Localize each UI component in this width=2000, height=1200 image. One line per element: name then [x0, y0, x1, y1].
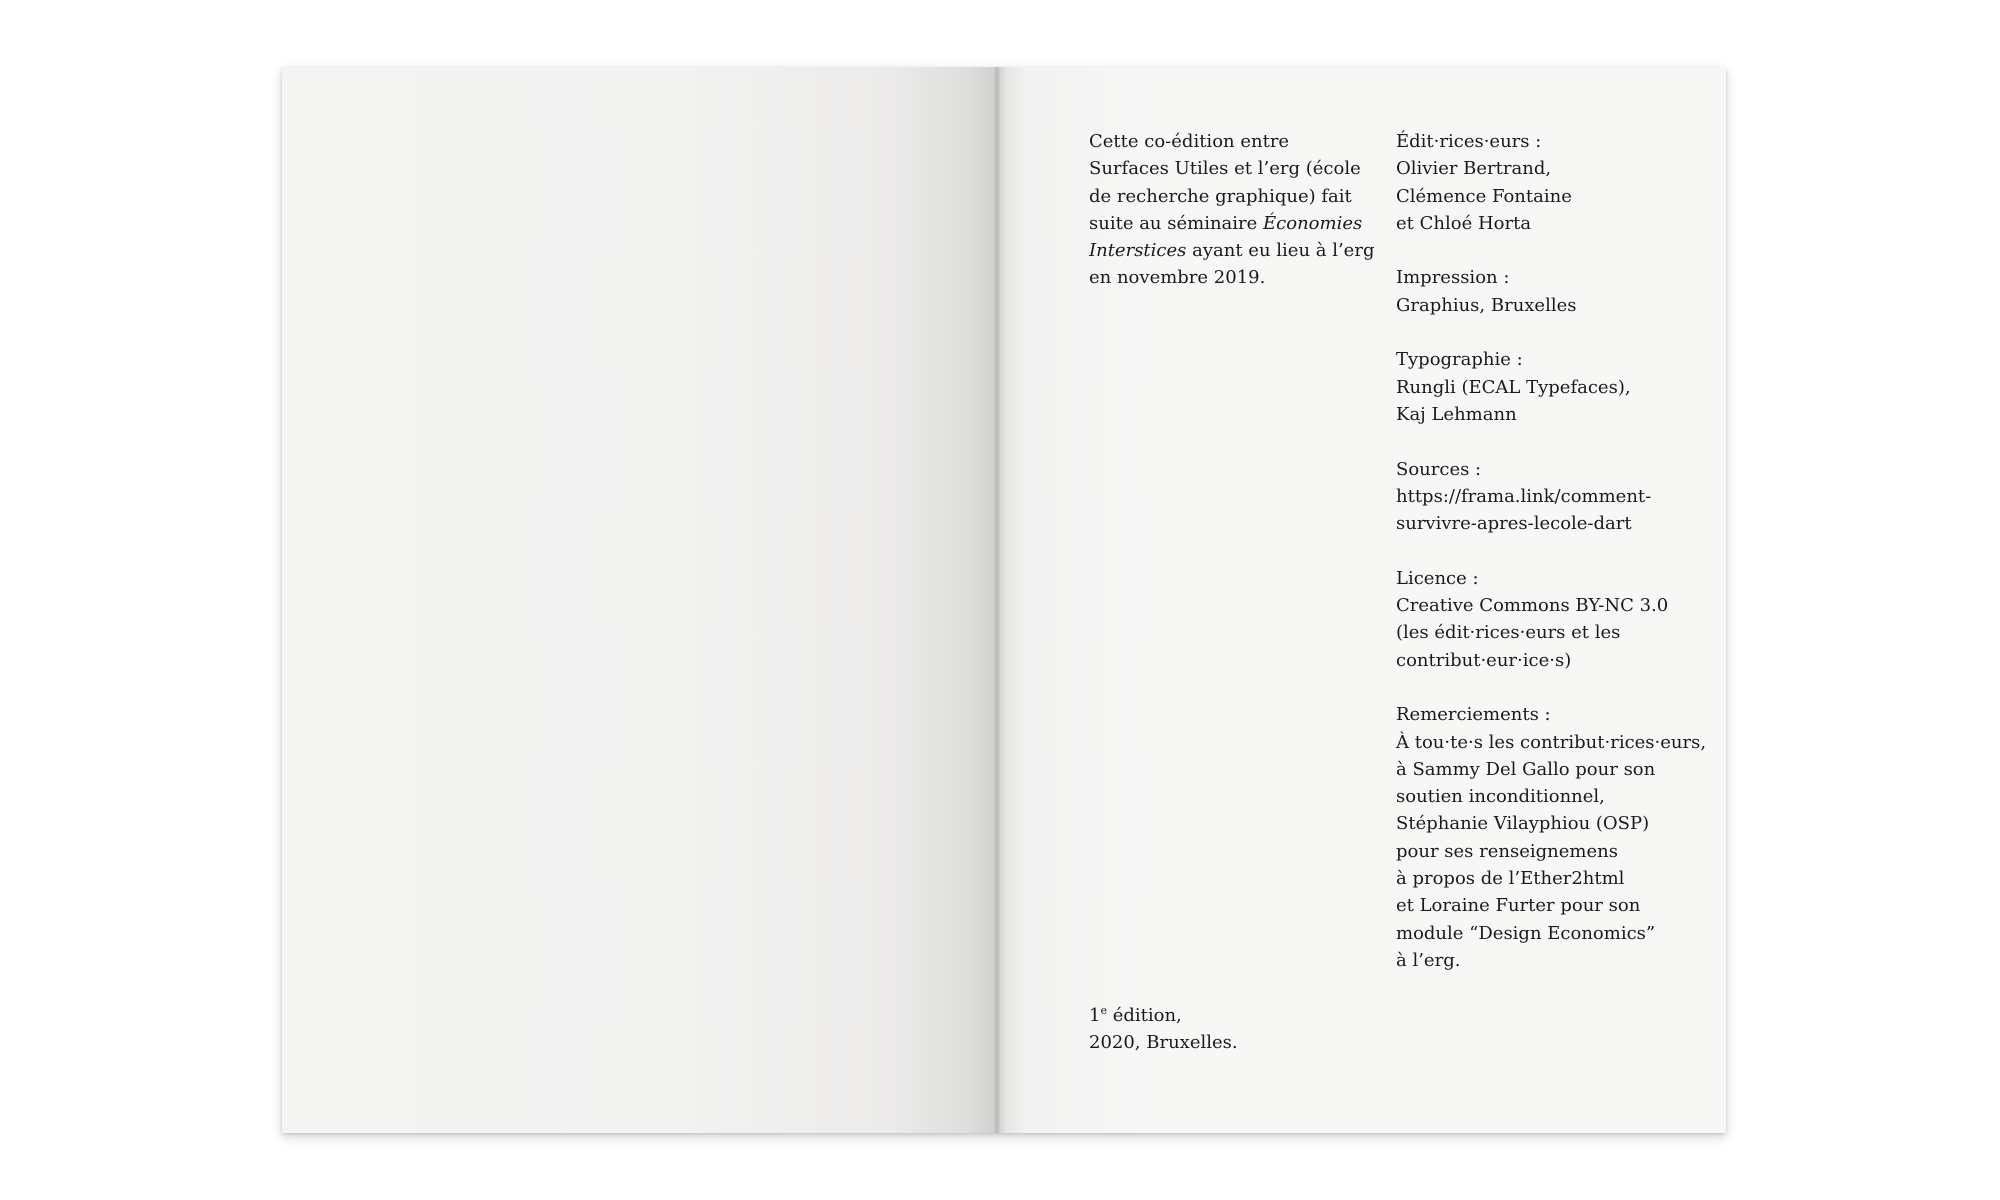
- edition-text: édition,: [1106, 1005, 1182, 1026]
- credit-line: à propos de l’Ether2html: [1396, 868, 1625, 890]
- credit-label: Impression :: [1396, 267, 1510, 289]
- credit-line: À tou·te·s les contribut·rices·eurs,: [1396, 731, 1707, 753]
- intro-line: de recherche graphique) fait: [1089, 185, 1352, 207]
- credit-label: Typographie :: [1396, 349, 1523, 371]
- credit-block: [1396, 456, 1726, 538]
- credit-block: [1396, 264, 1726, 319]
- credit-label: Licence :: [1396, 567, 1479, 589]
- credit-line: survivre-apres-lecole-dart: [1396, 513, 1632, 535]
- credit-line: à Sammy Del Gallo pour son: [1396, 758, 1656, 780]
- credit-line: contribut·eur·ice·s): [1396, 649, 1572, 671]
- credit-line: https://frama.link/comment-: [1396, 485, 1652, 507]
- edition-superscript: e: [1100, 1004, 1107, 1017]
- credit-line: Kaj Lehmann: [1396, 403, 1517, 425]
- intro-text: ayant eu lieu à l’erg: [1186, 240, 1375, 262]
- credit-line: pour ses renseignemens: [1396, 840, 1618, 862]
- credit-block: [1396, 701, 1726, 974]
- credit-block: [1396, 565, 1726, 674]
- book-gutter: [993, 67, 1001, 1133]
- credit-line: Olivier Bertrand,: [1396, 158, 1552, 180]
- intro-line: en novembre 2019.: [1089, 267, 1266, 289]
- credit-line: (les édit·rices·eurs et les: [1396, 622, 1621, 644]
- credit-label: Remerciements :: [1396, 704, 1551, 726]
- seminar-title-part-2: Interstices: [1089, 240, 1187, 262]
- seminar-title-part-1: Économies: [1263, 212, 1363, 234]
- left-page-blank: [282, 67, 997, 1133]
- credit-line: Creative Commons BY-NC 3.0: [1396, 595, 1669, 617]
- credit-line: à l’erg.: [1396, 949, 1461, 971]
- intro-line: Surfaces Utiles et l’erg (école: [1089, 158, 1361, 180]
- intro-line: [1089, 237, 1389, 264]
- credit-line: et Loraine Furter pour son: [1396, 895, 1641, 917]
- colophon-credits: [1396, 128, 1726, 1002]
- edition-place-year: 2020, Bruxelles.: [1089, 1032, 1238, 1054]
- colophon-intro-paragraph: [1089, 128, 1389, 292]
- credit-block: [1396, 346, 1726, 428]
- credit-label: Édit·rices·eurs :: [1396, 131, 1542, 152]
- credit-line: et Chloé Horta: [1396, 212, 1532, 234]
- intro-line: Cette co-édition entre: [1089, 131, 1290, 152]
- credit-line: Graphius, Bruxelles: [1396, 294, 1577, 316]
- credit-block: [1396, 128, 1726, 237]
- credit-line: soutien inconditionnel,: [1396, 786, 1605, 808]
- credit-line: Stéphanie Vilayphiou (OSP): [1396, 813, 1650, 835]
- edition-note: [1089, 1002, 1389, 1057]
- credit-line: Rungli (ECAL Typefaces),: [1396, 376, 1631, 398]
- edition-number: 1: [1089, 1005, 1101, 1026]
- intro-text: suite au séminaire: [1089, 212, 1264, 234]
- intro-line: [1089, 210, 1389, 237]
- credit-line: module “Design Economics”: [1396, 922, 1656, 944]
- credit-label: Sources :: [1396, 458, 1482, 480]
- credit-line: Clémence Fontaine: [1396, 185, 1572, 207]
- edition-line: [1089, 1002, 1389, 1029]
